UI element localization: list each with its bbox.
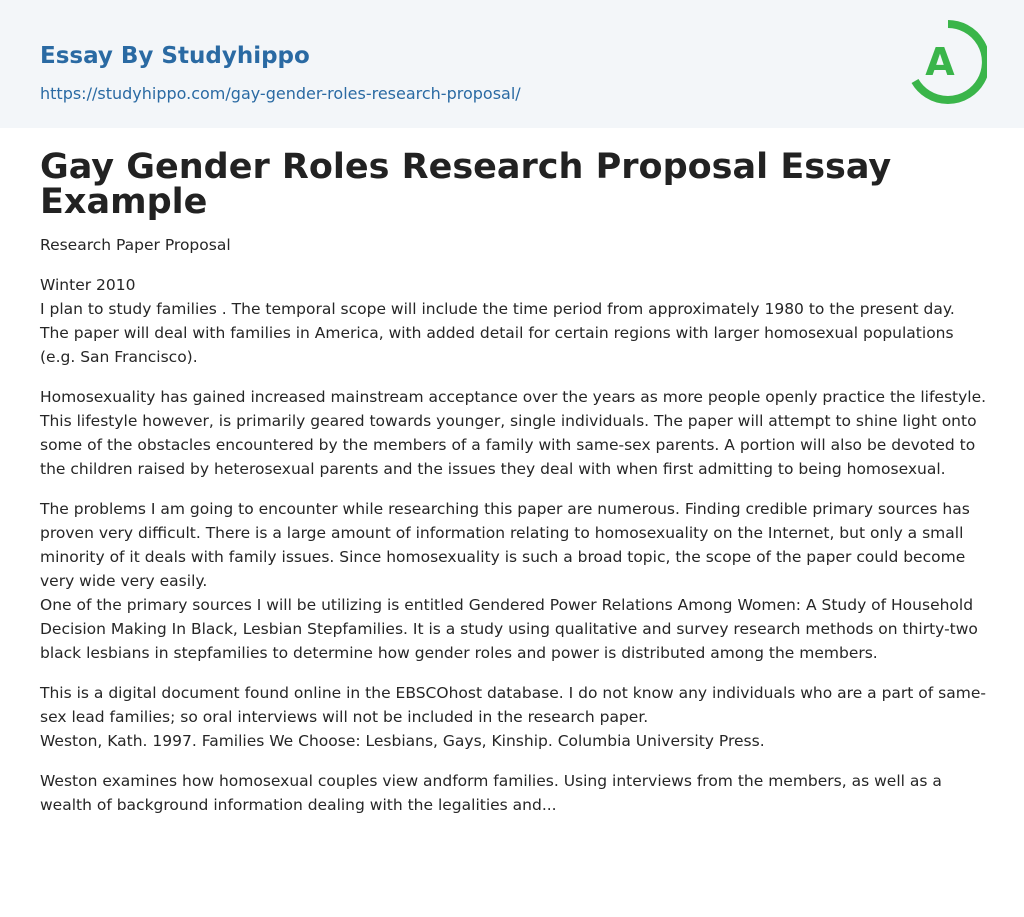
paragraph: This is a digital document found online in the EBSCOhost database. I do not know any individuals who are a part of same-sex lead families; so oral interviews will not be included in the research paper. Weston, Kath. 1997. Families We Choose: Lesbians, Gays, Kinship. Columbia University Press. — [40, 684, 986, 750]
studyhippo-logo-icon[interactable] — [909, 18, 987, 106]
source-url-link[interactable]: https://studyhippo.com/gay-gender-roles-research-proposal/ — [40, 84, 521, 103]
paragraph: Homosexuality has gained increased mainstream acceptance over the years as more people openly practice the lifestyle. This lifestyle however, is primarily geared towards younger, single individuals. The paper will attempt to shine light onto some of the obstacles encountered by the members of a family with same-sex parents. A portion will also be devoted to the children raised by heterosexual parents and the issues they deal with when first admitting to being homosexual. — [40, 388, 987, 478]
article-body — [40, 273, 988, 817]
paragraph: The problems I am going to encounter while researching this paper are numerous. Finding credible primary sources has proven very difficult. There is a large amount of information relating to homosexuality on the Internet, but only a small minority of it deals with family issues. Since homosexuality is such a broad topic, the scope of the paper could become very wide very easily. One of the primary sources I will be utilizing is entitled Gendered Power Relations Among Women: A Study of Household Decision Making In Black, Lesbian Stepfamilies. It is a study using qualitative and survey research methods on thirty-two black lesbians in stepfamilies to determine how gender roles and power is distributed among the members. — [40, 500, 978, 662]
article-subtitle: Research Paper Proposal — [40, 236, 231, 254]
site-brand[interactable]: Essay By Studyhippo — [40, 43, 310, 69]
article — [40, 147, 988, 817]
logo-letter: A — [925, 40, 955, 84]
paragraph: Weston examines how homosexual couples view andform families. Using interviews from the members, as well as a wealth of background information dealing with the legalities and... — [40, 772, 942, 814]
paragraph: Winter 2010 I plan to study families . The temporal scope will include the time period from approximately 1980 to the present day. The paper will deal with families in America, with added detail for certain regions with larger homosexual populations (e.g. San Francisco). — [40, 276, 955, 366]
site-header — [0, 0, 1024, 128]
page-title: Gay Gender Roles Research Proposal Essay Example — [40, 147, 892, 222]
